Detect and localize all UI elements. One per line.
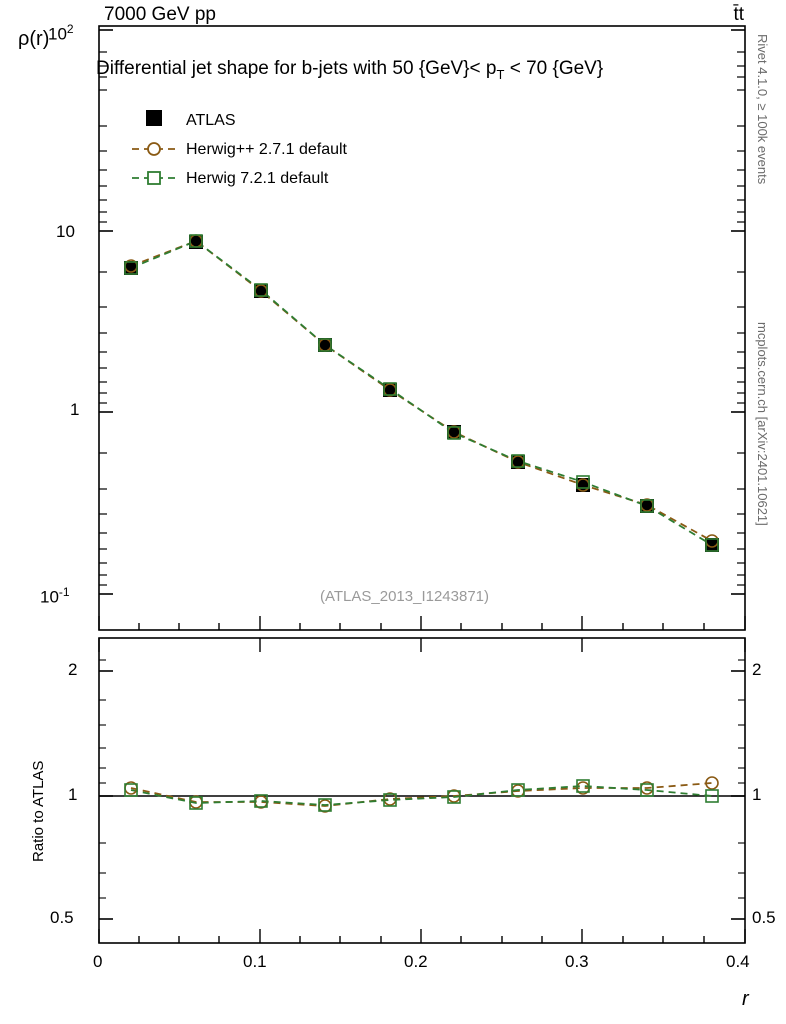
ratio-ytick-0p5-right: 0.5 [752, 908, 776, 927]
main-panel-frame [99, 26, 745, 630]
ratio-y-minor-ticks [99, 660, 745, 898]
plot-title-subscript: T [496, 66, 505, 82]
dataset-watermark: (ATLAS_2013_I1243871) [320, 588, 490, 605]
legend-marker-herwig7 [132, 172, 176, 184]
ratio-ytick-0p5-left: 0.5 [50, 908, 74, 927]
main-ytick-1: 1 [70, 400, 80, 419]
plot-title-main: Differential jet shape for b-jets with 50 {GeV}< p [96, 58, 497, 79]
main-ytick-100: $10^2$ [48, 22, 74, 44]
legend-label-atlas: ATLAS [186, 112, 236, 129]
header-left-label: 7000 GeV pp [104, 4, 216, 25]
xtick-0p3: 0.3 [565, 952, 589, 971]
main-x-ticks [99, 616, 745, 630]
ratio-markers-herwigpp [125, 777, 718, 812]
ratio-ytick-1-left: 1 [68, 785, 78, 804]
series-markers-herwig7 [125, 235, 718, 551]
series-points-atlas [124, 235, 719, 552]
ratio-ytick-2-left: 2 [68, 660, 78, 679]
legend-marker-herwigpp [132, 143, 176, 155]
xtick-0: 0 [93, 952, 103, 971]
header-right-label: t̄t [733, 4, 744, 25]
series-line-herwig7 [131, 241, 712, 545]
plot-title-tail: < 70 {GeV} [504, 58, 604, 79]
main-y-axis-label: ρ(r) [18, 28, 50, 50]
ratio-y-axis-label: Ratio to ATLAS [30, 760, 47, 862]
series-line-herwigpp [131, 241, 712, 541]
x-axis-label: r [742, 988, 749, 1010]
right-note-arxiv: mcplots.cern.ch [arXiv:2401.10621] [755, 322, 770, 526]
main-ytick-10: 10 [56, 222, 75, 241]
legend-marker-atlas [146, 110, 162, 126]
ratio-ytick-1-right: 1 [752, 785, 762, 804]
xtick-0p1: 0.1 [243, 952, 267, 971]
ratio-ytick-2-right: 2 [752, 660, 762, 679]
ratio-y-ticks [99, 671, 745, 919]
main-ytick-0p1: $10^{-1}$ [40, 585, 70, 607]
xtick-0p2: 0.2 [404, 952, 428, 971]
legend-label-herwig7: Herwig 7.2.1 default [186, 170, 329, 187]
xtick-0p4: 0.4 [726, 952, 750, 971]
legend-label-herwigpp: Herwig++ 2.7.1 default [186, 141, 347, 158]
right-note-events: Rivet 4.1.0, ≥ 100k events [755, 34, 770, 185]
